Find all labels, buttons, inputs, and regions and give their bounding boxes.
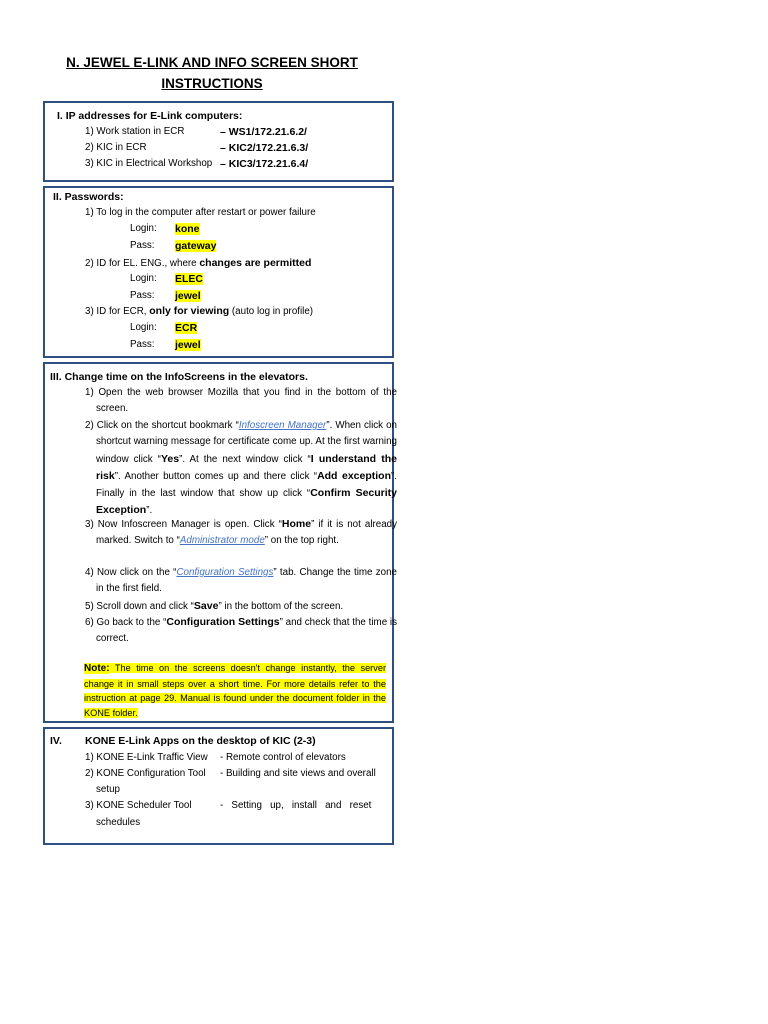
cred-2-pass-label: Pass:: [130, 290, 155, 301]
cred-2-pass: jewel: [175, 290, 201, 302]
step-3-home: Home: [281, 518, 312, 530]
cred-3-pass-label: Pass:: [130, 339, 155, 350]
ip-item-2-label: 2) KIC in ECR: [85, 142, 147, 153]
cred-3-login-label: Login:: [130, 322, 157, 333]
ip-item-1-label: 1) Work station in ECR: [85, 126, 185, 137]
password-item-2: [85, 257, 311, 270]
section-apps-heading: KONE E-Link Apps on the desktop of KIC (2-3): [85, 735, 316, 747]
section-infoscreen-heading: III. Change time on the InfoScreens in the elevators.: [50, 371, 308, 383]
note-label: Note:: [84, 663, 110, 674]
step-2-confirm: Confirm Security Exception: [96, 487, 398, 517]
step-5-a: 5) Scroll down and click “: [85, 601, 194, 612]
ip-item-3-value: – KIC3/172.21.6.4/: [220, 158, 309, 170]
administrator-mode-link[interactable]: Administrator mode: [179, 535, 265, 547]
ip-item-1-value: – WS1/172.21.6.2/: [220, 126, 307, 138]
password-item-1: 1) To log in the computer after restart or power failure: [85, 207, 316, 218]
configuration-settings-link[interactable]: Configuration Settings: [176, 567, 274, 578]
note-block: [84, 661, 386, 720]
section-ip-heading: I. IP addresses for E-Link computers:: [57, 110, 243, 122]
step-6-a: 6) Go back to the “: [85, 617, 167, 628]
app-2-desc: - Building and site views and overall: [220, 768, 376, 779]
step-2-add-exception: Add exception: [317, 469, 392, 482]
title-line-1: N. JEWEL E-LINK AND INFO SCREEN SHORT: [66, 55, 358, 70]
app-1-label: 1) KONE E-Link Traffic View: [85, 752, 208, 763]
app-2-cont: setup: [96, 784, 120, 795]
cred-1-pass-label: Pass:: [130, 240, 155, 251]
step-5: [85, 598, 397, 615]
page-title: [0, 52, 424, 94]
infoscreen-manager-link[interactable]: Infoscreen Manager: [238, 420, 327, 431]
cred-3-login: ECR: [175, 322, 198, 334]
app-3-label: 3) KONE Scheduler Tool: [85, 800, 192, 811]
password-item-3-bold: only for viewing: [149, 305, 230, 317]
step-4-b: ” tab. Change the time zone in the first field.: [96, 567, 397, 595]
section-apps-heading-num: IV.: [50, 735, 62, 747]
ip-item-2-value: – KIC2/172.21.6.3/: [220, 142, 309, 154]
note-text: The time on the screens doesn't change instantly, the server change it in small steps over a short time. For more details refer to the instruction at page 29. Manual is found under the document folder in the KONE folder.: [84, 663, 386, 718]
password-item-3-prefix: 3) ID for ECR,: [85, 306, 150, 317]
cred-2-login: ELEC: [175, 273, 204, 285]
step-1-text: 1) Open the web browser Mozilla that you find in the bottom of the screen.: [85, 387, 397, 415]
cred-1-login-label: Login:: [130, 223, 157, 234]
ip-item-3-label: 3) KIC in Electrical Workshop: [85, 158, 213, 169]
step-4: [85, 565, 397, 598]
step-1: [85, 385, 397, 418]
step-2-b: ”. When click on shortcut warning message for certificate come up. At the first warning window click “: [96, 420, 397, 465]
title-line-2: INSTRUCTIONS: [161, 76, 263, 91]
cred-2-login-label: Login:: [130, 273, 157, 284]
step-2-c: ”. At the next window click “: [179, 453, 311, 465]
section-passwords-heading: II. Passwords:: [53, 191, 124, 203]
step-2-d: ”. Another button comes up and there click “: [114, 470, 318, 482]
step-4-a: 4) Now click on the “: [85, 567, 177, 578]
app-2-label: 2) KONE Configuration Tool: [85, 768, 206, 779]
password-item-3-suffix: (auto log in profile): [229, 306, 314, 317]
app-3-cont: schedules: [96, 817, 141, 828]
step-6: [85, 614, 397, 648]
step-2-f: ”.: [146, 505, 153, 517]
step-2-yes: Yes: [160, 452, 180, 465]
step-2-a: 2) Click on the shortcut bookmark “: [85, 420, 239, 431]
step-5-save: Save: [193, 600, 219, 612]
step-3-a: 3) Now Infoscreen Manager is open. Click “: [85, 519, 282, 530]
cred-3-pass: jewel: [175, 339, 201, 351]
password-item-2-prefix: 2) ID for EL. ENG., where: [85, 258, 200, 269]
step-6-configuration-settings: Configuration Settings: [166, 616, 280, 628]
step-6-b: ” and check that the time is correct.: [96, 617, 397, 645]
password-item-2-bold: changes are permitted: [199, 257, 312, 269]
step-2-risk: I understand the risk: [96, 452, 397, 482]
step-5-b: ” in the bottom of the screen.: [218, 601, 344, 612]
step-3-c: ” on the top right.: [264, 535, 339, 547]
step-2: [85, 418, 397, 520]
password-item-3: [85, 305, 313, 318]
cred-1-pass: gateway: [175, 240, 217, 252]
step-2-e: ”. Finally in the last window that show up click “: [96, 470, 397, 500]
app-3-desc: - Setting up, install and reset: [220, 800, 372, 811]
step-3-b: ” if it is not already marked. Switch to “: [96, 519, 397, 547]
cred-1-login: kone: [175, 223, 200, 235]
step-3: [85, 516, 397, 550]
app-1-desc: - Remote control of elevators: [220, 752, 346, 763]
